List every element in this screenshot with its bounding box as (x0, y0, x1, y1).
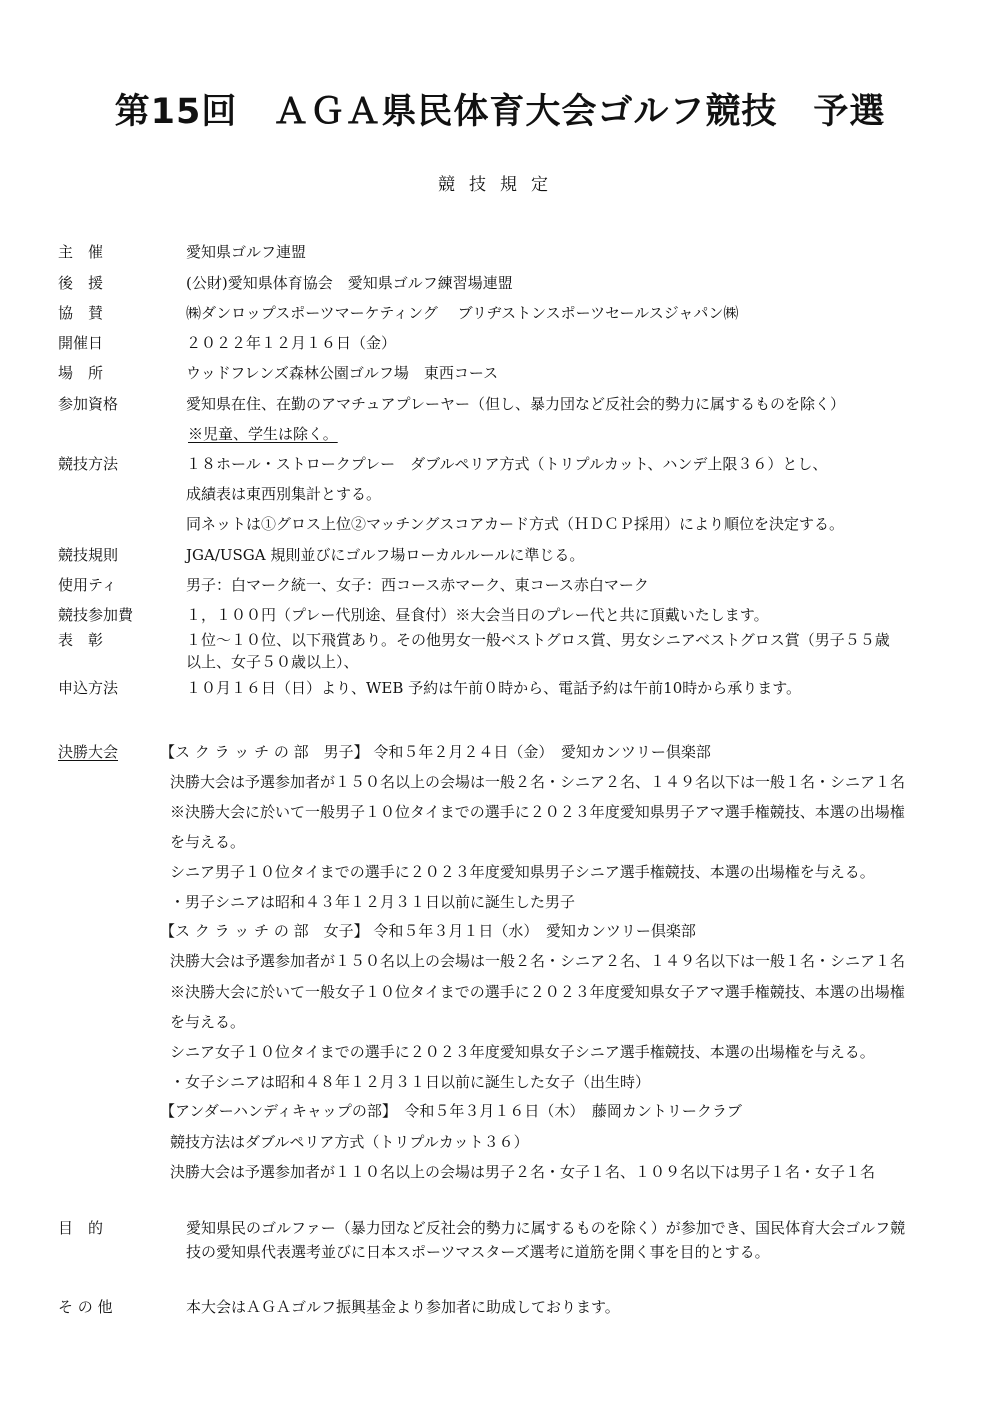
rule-value-tees: 男子：白マーク統一、女子：西コース赤マーク、東コース赤白マーク (186, 576, 649, 594)
rule-value-organizer: 愛知県ゴルフ連盟 (186, 243, 307, 261)
rule-label-eligibility: 参加資格 (58, 395, 119, 413)
rule-label-organizer: 主 催 (58, 243, 104, 261)
rule-value-format: １８ホール・ストロークプレー ダブルペリア方式（トリプルカット、ハンデ上限３６）とし、 (186, 455, 828, 473)
rule-value-support: (公財)愛知県体育協会 愛知県ゴルフ練習場連盟 (186, 274, 513, 292)
rule-value-sponsor: ㈱ダンロップスポーツマーケティング ブリヂストンスポーツセールスジャパン㈱ (186, 304, 739, 322)
finals-men-line: を与える。 (170, 833, 246, 851)
finals-men-line: 決勝大会は予選参加者が１５０名以上の会場は一般２名・シニア２名、１４９名以下は一般１名・シニア１名 (170, 773, 906, 791)
finals-women-line: ※決勝大会に於いて一般女子１０位タイまでの選手に２０２３年度愛知県女子アマ選手権競技、本選の出場権 (170, 983, 905, 1001)
rule-value-venue: ウッドフレンズ森林公園ゴルフ場 東西コース (186, 364, 499, 382)
rule-label-application: 申込方法 (58, 679, 119, 697)
rule-label-sponsor: 協 賛 (58, 304, 104, 322)
rule-value-format-3: 同ネットは①グロス上位②マッチングスコアカード方式（ＨＤＣＰ採用）により順位を決定する。 (186, 515, 845, 533)
rule-label-support: 後 援 (58, 274, 104, 292)
rule-label-date: 開催日 (58, 334, 104, 352)
rule-label-tees: 使用ティ (58, 576, 117, 594)
finals-under-line: 決勝大会は予選参加者が１１０名以上の会場は男子２名・女子１名、１０９名以下は男子１名・女子１名 (170, 1163, 876, 1181)
page-title: 第15回 ＡＧＡ県民体育大会ゴルフ競技 予選 (114, 92, 886, 132)
other-value: 本大会はＡＧＡゴルフ振興基金より参加者に助成しております。 (186, 1298, 620, 1316)
rule-label-awards: 表 彰 (58, 631, 104, 649)
rule-value-date: ２０２２年１２月１６日（金） (186, 334, 397, 352)
rule-value-fee: １，１００円（プレー代別途、昼食付）※大会当日のプレー代と共に頂戴いたします。 (186, 606, 769, 624)
rule-value-eligibility: 愛知県在住、在勤のアマチュアプレーヤー（但し、暴力団など反社会的勢力に属するものを除く） (186, 395, 845, 413)
finals-men-line: シニア男子１０位タイまでの選手に２０２３年度愛知県男子シニア選手権競技、本選の出場権を与える。 (170, 863, 875, 881)
finals-header-men: 【ス ク ラ ッ チ の 部 男子】 令和５年２月２４日（金） 愛知カンツリー倶楽部 (160, 743, 711, 761)
rule-label-fee: 競技参加費 (58, 606, 134, 624)
finals-men-line: ・男子シニアは昭和４３年１２月３１日以前に誕生した男子 (170, 893, 576, 911)
finals-header-women: 【ス ク ラ ッ チ の 部 女子】 令和５年３月１日（水） 愛知カンツリー倶楽部 (160, 922, 696, 940)
other-label: そ の 他 (58, 1298, 113, 1316)
rule-value-awards: １位～１０位、以下飛賞あり。その他男女一般ベストグロス賞、男女シニアベストグロス賞（男子５５歳 (186, 631, 890, 649)
rule-value-awards-2: 以上、女子５０歳以上）、 (186, 653, 359, 671)
finals-label: 決勝大会 (58, 743, 119, 761)
finals-under-line: 競技方法はダブルペリア方式（トリプルカット３６） (170, 1133, 529, 1151)
finals-women-line: を与える。 (170, 1013, 246, 1031)
finals-men-line: ※決勝大会に於いて一般男子１０位タイまでの選手に２０２３年度愛知県男子アマ選手権競技、本選の出場権 (170, 803, 905, 821)
rule-label-venue: 場 所 (58, 364, 104, 382)
finals-women-line: 決勝大会は予選参加者が１５０名以上の会場は一般２名・シニア２名、１４９名以下は一般１名・シニア１名 (170, 952, 906, 970)
rule-label-format: 競技方法 (58, 455, 119, 473)
finals-women-line: シニア女子１０位タイまでの選手に２０２３年度愛知県女子シニア選手権競技、本選の出場権を与える。 (170, 1043, 875, 1061)
rule-label-rules: 競技規則 (58, 546, 119, 564)
purpose-label: 目 的 (58, 1219, 104, 1237)
purpose-line: 愛知県民のゴルファー（暴力団など反社会的勢力に属するものを除く）が参加でき、国民体育大会ゴルフ競 (186, 1219, 906, 1237)
rule-value-application: １０月１６日（日）より、WEB 予約は午前０時から、電話予約は午前10時から承ります。 (186, 679, 802, 697)
finals-header-under-handicap: 【アンダーハンディキャップの部】 令和５年３月１６日（木） 藤岡カントリークラブ (160, 1102, 742, 1120)
purpose-line: 技の愛知県代表選考並びに日本スポーツマスターズ選考に道筋を開く事を目的とする。 (186, 1243, 770, 1261)
rule-value-format-2: 成績表は東西別集計とする。 (186, 485, 382, 503)
rule-value-rules: JGA/USGA 規則並びにゴルフ場ローカルルールに準じる。 (186, 546, 585, 564)
rule-value-eligibility-note: ※児童、学生は除く。 (188, 425, 338, 443)
finals-women-line: ・女子シニアは昭和４８年１２月３１日以前に誕生した女子（出生時） (170, 1073, 651, 1091)
page-subtitle: 競技規定 (438, 175, 562, 195)
